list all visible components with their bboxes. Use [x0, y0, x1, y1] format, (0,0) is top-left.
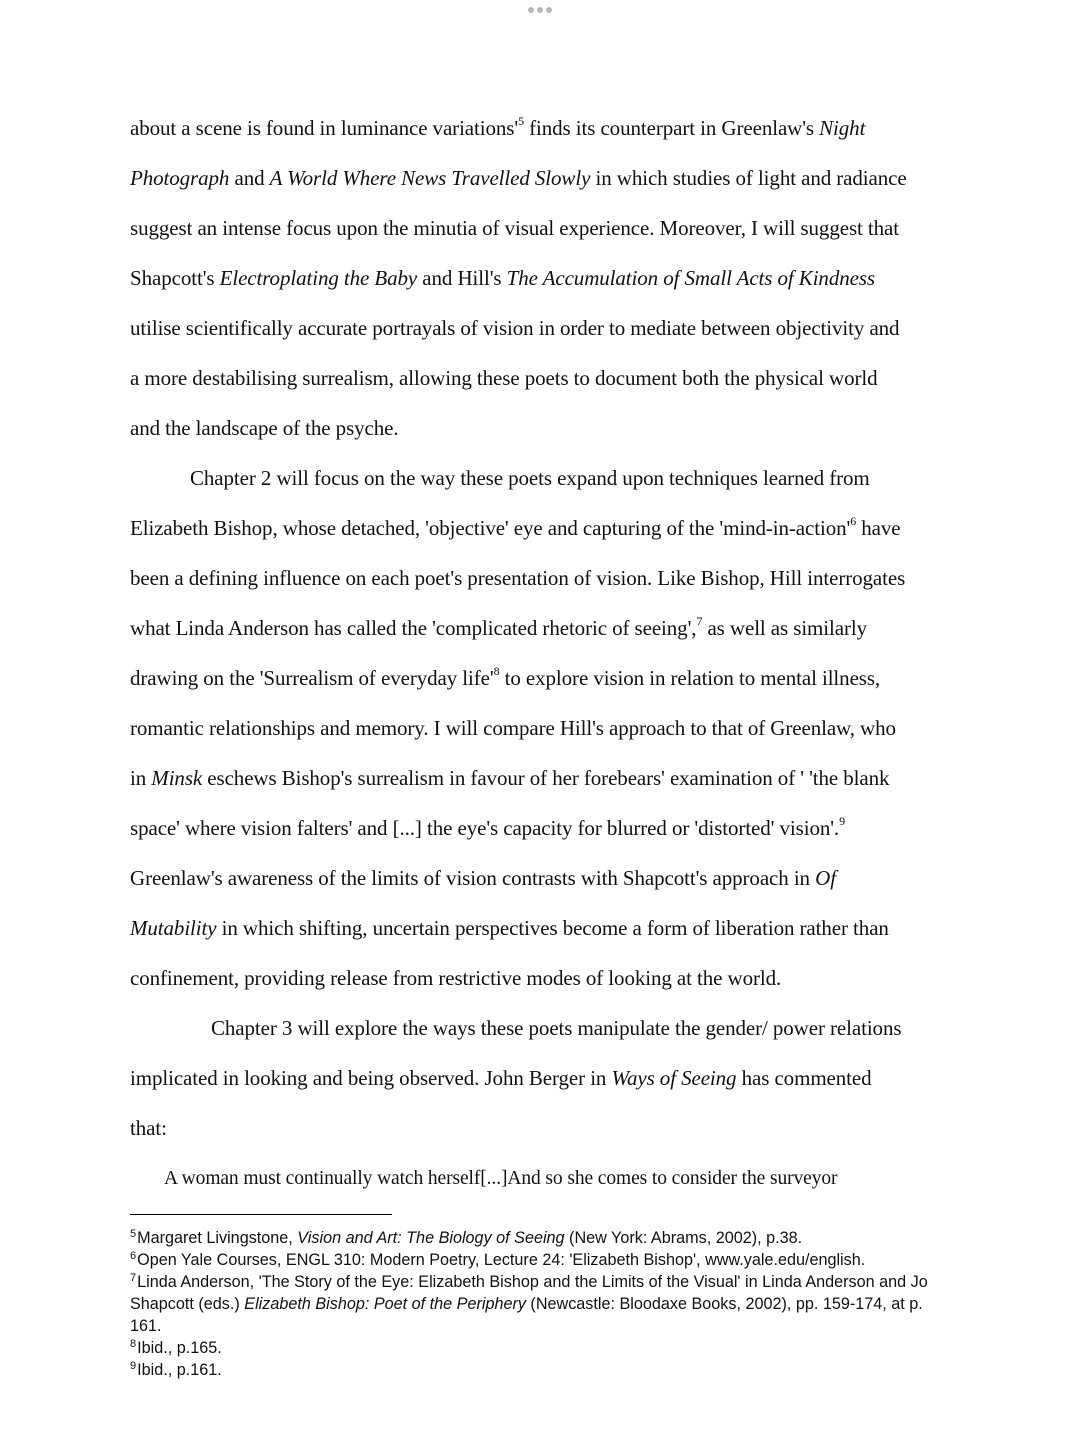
body-line: about a scene is found in luminance $variations'^5$ finds its counterpart in Greenlaw's Night — [130, 114, 866, 140]
footnote-continuation: 161. — [130, 1317, 162, 1335]
body-line: suggest an intense focus upon the minutia of visual experience. Moreover, I will suggest that — [130, 216, 900, 240]
block-quote: A woman must continually watch herself[...]And so she comes to consider the surveyor — [164, 1168, 838, 1189]
body-line: Photograph and A World Where News Travelled Slowly in which studies of light and radiance — [130, 166, 907, 190]
body-line: Chapter 3 will explore the ways these poets manipulate the gender/ power relations — [211, 1016, 902, 1040]
body-line: Mutability in which shifting, uncertain perspectives become a form of liberation rather than — [130, 916, 889, 940]
more-options-icon[interactable] — [0, 7, 1080, 13]
body-line: utilise scientifically accurate portrayals of vision in order to mediate between objectivity and — [130, 316, 900, 340]
footnote: $^6$Open Yale Courses, ENGL 310: Modern Poetry, Lecture 24: 'Elizabeth Bishop', www.yale.edu/english. — [130, 1250, 866, 1269]
footnote-separator — [130, 1214, 392, 1215]
body-line: been a defining influence on each poet's presentation of vision. Like Bishop, Hill interrogates — [130, 566, 906, 590]
body-line: Shapcott's Electroplating the Baby and Hill's The Accumulation of Small Acts of Kindness — [130, 266, 876, 290]
body-line: a more destabilising surrealism, allowing these poets to document both the physical world — [130, 366, 878, 390]
body-line: space' where vision falters' and [...] the eye's capacity for blurred or 'distorted' vision'.$^9$ — [130, 814, 845, 840]
body-line: and the landscape of the psyche. — [130, 416, 399, 440]
body-line: Greenlaw's awareness of the limits of vision contrasts with Shapcott's approach in Of — [130, 866, 836, 890]
dot — [537, 7, 543, 13]
body-line: confinement, providing release from restrictive modes of looking at the world. — [130, 966, 782, 990]
footnote: $^8$Ibid., p.165. — [130, 1338, 222, 1357]
body-line: implicated in looking and being observed. John Berger in Ways of Seeing has commented — [130, 1066, 872, 1090]
footnote-continuation: Shapcott (eds.) Elizabeth Bishop: Poet of the Periphery (Newcastle: Bloodaxe Books, 2002), pp. 159-174, at p. — [130, 1295, 923, 1313]
body-line: drawing on the 'Surrealism of everyday $life'^8$ to explore vision in relation to mental illness, — [130, 664, 881, 690]
dot — [528, 7, 534, 13]
body-line: that: — [130, 1116, 167, 1140]
body-line: romantic relationships and memory. I will compare Hill's approach to that of Greenlaw, who — [130, 716, 896, 740]
body-line: what Linda Anderson has called the 'complicated rhetoric of seeing',$^7$ as well as similarly — [130, 614, 868, 640]
footnote: $^7$Linda Anderson, 'The Story of the Eye: Elizabeth Bishop and the Limits of the Visual' in Linda Anderson and Jo — [130, 1272, 928, 1291]
body-line: Chapter 2 will focus on the way these poets expand upon techniques learned from — [190, 466, 870, 490]
dot — [546, 7, 552, 13]
footnote: $^9$Ibid., p.161. — [130, 1360, 222, 1379]
body-line: Elizabeth Bishop, whose detached, 'objective' eye and capturing of the '$\min d-in-action'^6$ have — [130, 514, 901, 540]
body-line: in Minsk eschews Bishop's surrealism in favour of her forebears' examination of ' 'the blank — [130, 766, 890, 790]
footnote: $^5$Margaret Livingstone, Vision and Art: The Biology of Seeing (New York: Abrams, 2002), p.38. — [130, 1228, 803, 1247]
